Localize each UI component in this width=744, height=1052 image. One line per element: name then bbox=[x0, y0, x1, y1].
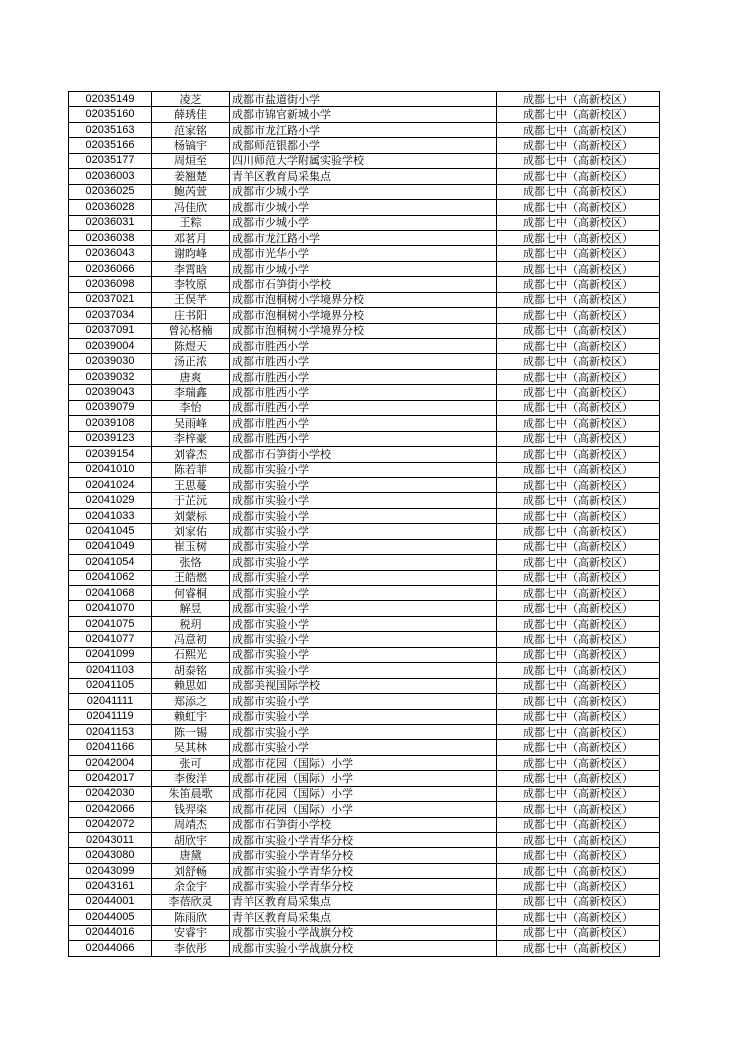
admitted-school-cell: 成都七中（高新校区） bbox=[497, 586, 660, 601]
student-name-cell: 钱羿栥 bbox=[152, 802, 230, 817]
admitted-school-cell: 成都七中（高新校区） bbox=[497, 616, 660, 631]
primary-school-cell: 成都市胜西小学 bbox=[230, 385, 497, 400]
table-row bbox=[69, 570, 660, 585]
student-name-cell: 胡欣宇 bbox=[152, 833, 230, 848]
student-name-cell: 郑添之 bbox=[152, 694, 230, 709]
admitted-school-cell: 成都七中（高新校区） bbox=[497, 524, 660, 539]
table-row bbox=[69, 308, 660, 323]
student-id-cell: 02041049 bbox=[69, 539, 152, 554]
table-row bbox=[69, 663, 660, 678]
admission-list-table bbox=[68, 91, 660, 957]
student-id-cell: 02035163 bbox=[69, 122, 152, 137]
student-name-cell: 王粽 bbox=[152, 215, 230, 230]
student-name-cell: 石熙光 bbox=[152, 647, 230, 662]
table-row bbox=[69, 786, 660, 801]
primary-school-cell: 成都市少城小学 bbox=[230, 184, 497, 199]
admitted-school-cell: 成都七中（高新校区） bbox=[497, 416, 660, 431]
primary-school-cell: 成都市实验小学 bbox=[230, 601, 497, 616]
primary-school-cell: 青羊区教育局采集点 bbox=[230, 910, 497, 925]
table-row bbox=[69, 493, 660, 508]
student-name-cell: 李牧原 bbox=[152, 277, 230, 292]
student-id-cell: 02036003 bbox=[69, 169, 152, 184]
primary-school-cell: 成都市实验小学 bbox=[230, 647, 497, 662]
primary-school-cell: 成都市实验小学 bbox=[230, 663, 497, 678]
student-name-cell: 凌芝 bbox=[152, 92, 230, 107]
table-row bbox=[69, 385, 660, 400]
admitted-school-cell: 成都七中（高新校区） bbox=[497, 771, 660, 786]
student-id-cell: 02041033 bbox=[69, 508, 152, 523]
student-name-cell: 刘蒙标 bbox=[152, 508, 230, 523]
primary-school-cell: 成都市龙江路小学 bbox=[230, 122, 497, 137]
primary-school-cell: 成都市泡桐树小学境界分校 bbox=[230, 292, 497, 307]
student-id-cell: 02035166 bbox=[69, 138, 152, 153]
admitted-school-cell: 成都七中（高新校区） bbox=[497, 477, 660, 492]
student-name-cell: 李怡 bbox=[152, 400, 230, 415]
primary-school-cell: 四川师范大学附属实验学校 bbox=[230, 153, 497, 168]
table-row bbox=[69, 894, 660, 909]
admitted-school-cell: 成都七中（高新校区） bbox=[497, 894, 660, 909]
admitted-school-cell: 成都七中（高新校区） bbox=[497, 138, 660, 153]
primary-school-cell: 成都市光华小学 bbox=[230, 246, 497, 261]
student-name-cell: 陈煜天 bbox=[152, 339, 230, 354]
admitted-school-cell: 成都七中（高新校区） bbox=[497, 354, 660, 369]
student-name-cell: 赖虹宇 bbox=[152, 709, 230, 724]
admitted-school-cell: 成都七中（高新校区） bbox=[497, 385, 660, 400]
table-row bbox=[69, 879, 660, 894]
table-row bbox=[69, 694, 660, 709]
student-name-cell: 王思蔓 bbox=[152, 477, 230, 492]
student-id-cell: 02037034 bbox=[69, 308, 152, 323]
student-id-cell: 02036098 bbox=[69, 277, 152, 292]
table-row bbox=[69, 153, 660, 168]
table-row bbox=[69, 477, 660, 492]
table-row bbox=[69, 431, 660, 446]
table-row bbox=[69, 524, 660, 539]
student-name-cell: 崔玉树 bbox=[152, 539, 230, 554]
admitted-school-cell: 成都七中（高新校区） bbox=[497, 709, 660, 724]
table-row bbox=[69, 647, 660, 662]
admitted-school-cell: 成都七中（高新校区） bbox=[497, 153, 660, 168]
table-row bbox=[69, 771, 660, 786]
student-id-cell: 02041166 bbox=[69, 740, 152, 755]
admitted-school-cell: 成都七中（高新校区） bbox=[497, 308, 660, 323]
student-name-cell: 安睿宇 bbox=[152, 925, 230, 940]
primary-school-cell: 成都市实验小学 bbox=[230, 616, 497, 631]
admitted-school-cell: 成都七中（高新校区） bbox=[497, 863, 660, 878]
student-id-cell: 02043011 bbox=[69, 833, 152, 848]
student-name-cell: 赖思如 bbox=[152, 678, 230, 693]
primary-school-cell: 成都市花园（国际）小学 bbox=[230, 786, 497, 801]
student-id-cell: 02039154 bbox=[69, 447, 152, 462]
student-name-cell: 李梓豪 bbox=[152, 431, 230, 446]
student-name-cell: 薛琇佳 bbox=[152, 107, 230, 122]
student-name-cell: 王俣芊 bbox=[152, 292, 230, 307]
table-row bbox=[69, 369, 660, 384]
student-id-cell: 02041103 bbox=[69, 663, 152, 678]
student-id-cell: 02042004 bbox=[69, 755, 152, 770]
table-row bbox=[69, 447, 660, 462]
student-id-cell: 02037091 bbox=[69, 323, 152, 338]
admitted-school-cell: 成都七中（高新校区） bbox=[497, 925, 660, 940]
student-id-cell: 02043099 bbox=[69, 863, 152, 878]
primary-school-cell: 成都市实验小学 bbox=[230, 493, 497, 508]
primary-school-cell: 成都市胜西小学 bbox=[230, 369, 497, 384]
student-name-cell: 邓茗月 bbox=[152, 230, 230, 245]
student-id-cell: 02035160 bbox=[69, 107, 152, 122]
table-row bbox=[69, 92, 660, 107]
primary-school-cell: 青羊区教育局采集点 bbox=[230, 894, 497, 909]
table-row bbox=[69, 122, 660, 137]
admitted-school-cell: 成都七中（高新校区） bbox=[497, 447, 660, 462]
primary-school-cell: 成都市胜西小学 bbox=[230, 339, 497, 354]
table-row bbox=[69, 925, 660, 940]
table-row bbox=[69, 724, 660, 739]
student-id-cell: 02041070 bbox=[69, 601, 152, 616]
student-id-cell: 02041010 bbox=[69, 462, 152, 477]
student-id-cell: 02041029 bbox=[69, 493, 152, 508]
student-id-cell: 02036025 bbox=[69, 184, 152, 199]
admitted-school-cell: 成都七中（高新校区） bbox=[497, 539, 660, 554]
student-id-cell: 02035149 bbox=[69, 92, 152, 107]
admitted-school-cell: 成都七中（高新校区） bbox=[497, 910, 660, 925]
student-name-cell: 张可 bbox=[152, 755, 230, 770]
student-name-cell: 胡泰铭 bbox=[152, 663, 230, 678]
admitted-school-cell: 成都七中（高新校区） bbox=[497, 431, 660, 446]
primary-school-cell: 成都市少城小学 bbox=[230, 215, 497, 230]
student-id-cell: 02037021 bbox=[69, 292, 152, 307]
student-name-cell: 庄书阳 bbox=[152, 308, 230, 323]
student-id-cell: 02039004 bbox=[69, 339, 152, 354]
student-id-cell: 02039108 bbox=[69, 416, 152, 431]
primary-school-cell: 青羊区教育局采集点 bbox=[230, 169, 497, 184]
table-row bbox=[69, 802, 660, 817]
student-id-cell: 02041119 bbox=[69, 709, 152, 724]
admitted-school-cell: 成都七中（高新校区） bbox=[497, 230, 660, 245]
student-name-cell: 鲍芮萱 bbox=[152, 184, 230, 199]
table-row bbox=[69, 910, 660, 925]
admitted-school-cell: 成都七中（高新校区） bbox=[497, 369, 660, 384]
student-name-cell: 何睿桐 bbox=[152, 586, 230, 601]
student-name-cell: 姜翘楚 bbox=[152, 169, 230, 184]
admitted-school-cell: 成都七中（高新校区） bbox=[497, 292, 660, 307]
table-row bbox=[69, 740, 660, 755]
admitted-school-cell: 成都七中（高新校区） bbox=[497, 570, 660, 585]
student-name-cell: 李蓓欣灵 bbox=[152, 894, 230, 909]
primary-school-cell: 成都市少城小学 bbox=[230, 200, 497, 215]
table-row bbox=[69, 169, 660, 184]
primary-school-cell: 成都市胜西小学 bbox=[230, 431, 497, 446]
student-id-cell: 02041045 bbox=[69, 524, 152, 539]
primary-school-cell: 成都市花园（国际）小学 bbox=[230, 755, 497, 770]
student-id-cell: 02041075 bbox=[69, 616, 152, 631]
admitted-school-cell: 成都七中（高新校区） bbox=[497, 817, 660, 832]
student-name-cell: 周烜至 bbox=[152, 153, 230, 168]
student-name-cell: 李依彤 bbox=[152, 941, 230, 956]
primary-school-cell: 成都美视国际学校 bbox=[230, 678, 497, 693]
primary-school-cell: 成都市实验小学 bbox=[230, 508, 497, 523]
primary-school-cell: 成都市实验小学 bbox=[230, 555, 497, 570]
student-name-cell: 刘舒畅 bbox=[152, 863, 230, 878]
student-name-cell: 刘家佑 bbox=[152, 524, 230, 539]
admitted-school-cell: 成都七中（高新校区） bbox=[497, 678, 660, 693]
student-id-cell: 02036043 bbox=[69, 246, 152, 261]
table-row bbox=[69, 354, 660, 369]
student-name-cell: 于芷沅 bbox=[152, 493, 230, 508]
table-row bbox=[69, 616, 660, 631]
student-id-cell: 02041111 bbox=[69, 694, 152, 709]
student-id-cell: 02036038 bbox=[69, 230, 152, 245]
student-id-cell: 02041054 bbox=[69, 555, 152, 570]
admitted-school-cell: 成都七中（高新校区） bbox=[497, 833, 660, 848]
table-row bbox=[69, 416, 660, 431]
admitted-school-cell: 成都七中（高新校区） bbox=[497, 277, 660, 292]
table-row bbox=[69, 462, 660, 477]
table-row bbox=[69, 261, 660, 276]
student-id-cell: 02041024 bbox=[69, 477, 152, 492]
primary-school-cell: 成都市石笋街小学校 bbox=[230, 447, 497, 462]
student-id-cell: 02039123 bbox=[69, 431, 152, 446]
primary-school-cell: 成都市实验小学 bbox=[230, 462, 497, 477]
student-id-cell: 02043161 bbox=[69, 879, 152, 894]
primary-school-cell: 成都市胜西小学 bbox=[230, 416, 497, 431]
admitted-school-cell: 成都七中（高新校区） bbox=[497, 200, 660, 215]
admitted-school-cell: 成都七中（高新校区） bbox=[497, 493, 660, 508]
student-name-cell: 冯意初 bbox=[152, 632, 230, 647]
student-name-cell: 李霄晗 bbox=[152, 261, 230, 276]
admitted-school-cell: 成都七中（高新校区） bbox=[497, 941, 660, 956]
student-id-cell: 02042030 bbox=[69, 786, 152, 801]
table-row bbox=[69, 863, 660, 878]
student-name-cell: 朱笛晨歌 bbox=[152, 786, 230, 801]
primary-school-cell: 成都市实验小学 bbox=[230, 740, 497, 755]
primary-school-cell: 成都市实验小学青华分校 bbox=[230, 848, 497, 863]
student-id-cell: 02036031 bbox=[69, 215, 152, 230]
primary-school-cell: 成都市泡桐树小学境界分校 bbox=[230, 323, 497, 338]
table-row bbox=[69, 323, 660, 338]
table-row bbox=[69, 107, 660, 122]
primary-school-cell: 成都市实验小学青华分校 bbox=[230, 879, 497, 894]
student-name-cell: 陈雨欣 bbox=[152, 910, 230, 925]
primary-school-cell: 成都市胜西小学 bbox=[230, 354, 497, 369]
admitted-school-cell: 成都七中（高新校区） bbox=[497, 601, 660, 616]
student-name-cell: 周靖杰 bbox=[152, 817, 230, 832]
student-name-cell: 杨镐宇 bbox=[152, 138, 230, 153]
student-name-cell: 李俊洋 bbox=[152, 771, 230, 786]
admitted-school-cell: 成都七中（高新校区） bbox=[497, 184, 660, 199]
table-row bbox=[69, 400, 660, 415]
student-name-cell: 谢昀峰 bbox=[152, 246, 230, 261]
table-row bbox=[69, 277, 660, 292]
admitted-school-cell: 成都七中（高新校区） bbox=[497, 724, 660, 739]
student-name-cell: 张恪 bbox=[152, 555, 230, 570]
student-id-cell: 02039079 bbox=[69, 400, 152, 415]
admitted-school-cell: 成都七中（高新校区） bbox=[497, 740, 660, 755]
student-id-cell: 02041105 bbox=[69, 678, 152, 693]
student-name-cell: 汤正浓 bbox=[152, 354, 230, 369]
student-name-cell: 刘睿杰 bbox=[152, 447, 230, 462]
student-id-cell: 02042066 bbox=[69, 802, 152, 817]
student-id-cell: 02035177 bbox=[69, 153, 152, 168]
table-row bbox=[69, 601, 660, 616]
table-row bbox=[69, 833, 660, 848]
primary-school-cell: 成都市实验小学 bbox=[230, 477, 497, 492]
table-row bbox=[69, 678, 660, 693]
table-row bbox=[69, 632, 660, 647]
primary-school-cell: 成都市泡桐树小学境界分校 bbox=[230, 308, 497, 323]
admitted-school-cell: 成都七中（高新校区） bbox=[497, 632, 660, 647]
student-name-cell: 吴雨峰 bbox=[152, 416, 230, 431]
table-row bbox=[69, 941, 660, 956]
student-name-cell: 冯佳欣 bbox=[152, 200, 230, 215]
admitted-school-cell: 成都七中（高新校区） bbox=[497, 462, 660, 477]
student-name-cell: 范家铭 bbox=[152, 122, 230, 137]
primary-school-cell: 成都师范银都小学 bbox=[230, 138, 497, 153]
admitted-school-cell: 成都七中（高新校区） bbox=[497, 647, 660, 662]
student-name-cell: 李瑞鑫 bbox=[152, 385, 230, 400]
student-id-cell: 02042017 bbox=[69, 771, 152, 786]
student-id-cell: 02041062 bbox=[69, 570, 152, 585]
table-row bbox=[69, 215, 660, 230]
admitted-school-cell: 成都七中（高新校区） bbox=[497, 879, 660, 894]
table-row bbox=[69, 508, 660, 523]
primary-school-cell: 成都市龙江路小学 bbox=[230, 230, 497, 245]
primary-school-cell: 成都市实验小学青华分校 bbox=[230, 863, 497, 878]
student-name-cell: 吴其林 bbox=[152, 740, 230, 755]
student-id-cell: 02044001 bbox=[69, 894, 152, 909]
primary-school-cell: 成都市石笋街小学校 bbox=[230, 817, 497, 832]
primary-school-cell: 成都市盐道街小学 bbox=[230, 92, 497, 107]
primary-school-cell: 成都市花园（国际）小学 bbox=[230, 771, 497, 786]
student-name-cell: 陈若菲 bbox=[152, 462, 230, 477]
admitted-school-cell: 成都七中（高新校区） bbox=[497, 323, 660, 338]
student-id-cell: 02041153 bbox=[69, 724, 152, 739]
student-name-cell: 解昱 bbox=[152, 601, 230, 616]
student-id-cell: 02043080 bbox=[69, 848, 152, 863]
primary-school-cell: 成都市实验小学 bbox=[230, 632, 497, 647]
student-name-cell: 唐黛 bbox=[152, 848, 230, 863]
admitted-school-cell: 成都七中（高新校区） bbox=[497, 555, 660, 570]
primary-school-cell: 成都市实验小学 bbox=[230, 570, 497, 585]
student-name-cell: 税玥 bbox=[152, 616, 230, 631]
student-id-cell: 02039030 bbox=[69, 354, 152, 369]
admitted-school-cell: 成都七中（高新校区） bbox=[497, 508, 660, 523]
student-name-cell: 王皓燃 bbox=[152, 570, 230, 585]
student-id-cell: 02039043 bbox=[69, 385, 152, 400]
student-id-cell: 02044016 bbox=[69, 925, 152, 940]
admitted-school-cell: 成都七中（高新校区） bbox=[497, 246, 660, 261]
table-row bbox=[69, 848, 660, 863]
primary-school-cell: 成都市胜西小学 bbox=[230, 400, 497, 415]
primary-school-cell: 成都市实验小学 bbox=[230, 524, 497, 539]
admitted-school-cell: 成都七中（高新校区） bbox=[497, 122, 660, 137]
primary-school-cell: 成都市实验小学 bbox=[230, 539, 497, 554]
table-row bbox=[69, 709, 660, 724]
student-name-cell: 陈一锡 bbox=[152, 724, 230, 739]
table-row bbox=[69, 292, 660, 307]
primary-school-cell: 成都市少城小学 bbox=[230, 261, 497, 276]
primary-school-cell: 成都市实验小学战旗分校 bbox=[230, 925, 497, 940]
primary-school-cell: 成都市锦官新城小学 bbox=[230, 107, 497, 122]
admitted-school-cell: 成都七中（高新校区） bbox=[497, 261, 660, 276]
admitted-school-cell: 成都七中（高新校区） bbox=[497, 786, 660, 801]
student-id-cell: 02039032 bbox=[69, 369, 152, 384]
student-id-cell: 02044066 bbox=[69, 941, 152, 956]
admission-list-body bbox=[69, 92, 660, 957]
table-row bbox=[69, 230, 660, 245]
primary-school-cell: 成都市实验小学 bbox=[230, 694, 497, 709]
primary-school-cell: 成都市石笋街小学校 bbox=[230, 277, 497, 292]
admitted-school-cell: 成都七中（高新校区） bbox=[497, 169, 660, 184]
primary-school-cell: 成都市实验小学战旗分校 bbox=[230, 941, 497, 956]
admitted-school-cell: 成都七中（高新校区） bbox=[497, 694, 660, 709]
table-row bbox=[69, 184, 660, 199]
table-row bbox=[69, 586, 660, 601]
admitted-school-cell: 成都七中（高新校区） bbox=[497, 339, 660, 354]
student-name-cell: 曾沁格楠 bbox=[152, 323, 230, 338]
student-id-cell: 02041077 bbox=[69, 632, 152, 647]
student-id-cell: 02041099 bbox=[69, 647, 152, 662]
table-row bbox=[69, 246, 660, 261]
admitted-school-cell: 成都七中（高新校区） bbox=[497, 92, 660, 107]
table-row bbox=[69, 138, 660, 153]
table-row bbox=[69, 539, 660, 554]
student-id-cell: 02044005 bbox=[69, 910, 152, 925]
admitted-school-cell: 成都七中（高新校区） bbox=[497, 107, 660, 122]
student-id-cell: 02041068 bbox=[69, 586, 152, 601]
primary-school-cell: 成都市实验小学 bbox=[230, 586, 497, 601]
admitted-school-cell: 成都七中（高新校区） bbox=[497, 848, 660, 863]
table-row bbox=[69, 200, 660, 215]
admitted-school-cell: 成都七中（高新校区） bbox=[497, 755, 660, 770]
table-row bbox=[69, 339, 660, 354]
primary-school-cell: 成都市花园（国际）小学 bbox=[230, 802, 497, 817]
student-id-cell: 02042072 bbox=[69, 817, 152, 832]
student-id-cell: 02036066 bbox=[69, 261, 152, 276]
primary-school-cell: 成都市实验小学 bbox=[230, 709, 497, 724]
admitted-school-cell: 成都七中（高新校区） bbox=[497, 400, 660, 415]
table-row bbox=[69, 755, 660, 770]
primary-school-cell: 成都市实验小学 bbox=[230, 724, 497, 739]
student-name-cell: 唐爽 bbox=[152, 369, 230, 384]
primary-school-cell: 成都市实验小学青华分校 bbox=[230, 833, 497, 848]
table-row bbox=[69, 817, 660, 832]
admitted-school-cell: 成都七中（高新校区） bbox=[497, 663, 660, 678]
student-name-cell: 余金宇 bbox=[152, 879, 230, 894]
admitted-school-cell: 成都七中（高新校区） bbox=[497, 802, 660, 817]
student-id-cell: 02036028 bbox=[69, 200, 152, 215]
table-row bbox=[69, 555, 660, 570]
admitted-school-cell: 成都七中（高新校区） bbox=[497, 215, 660, 230]
